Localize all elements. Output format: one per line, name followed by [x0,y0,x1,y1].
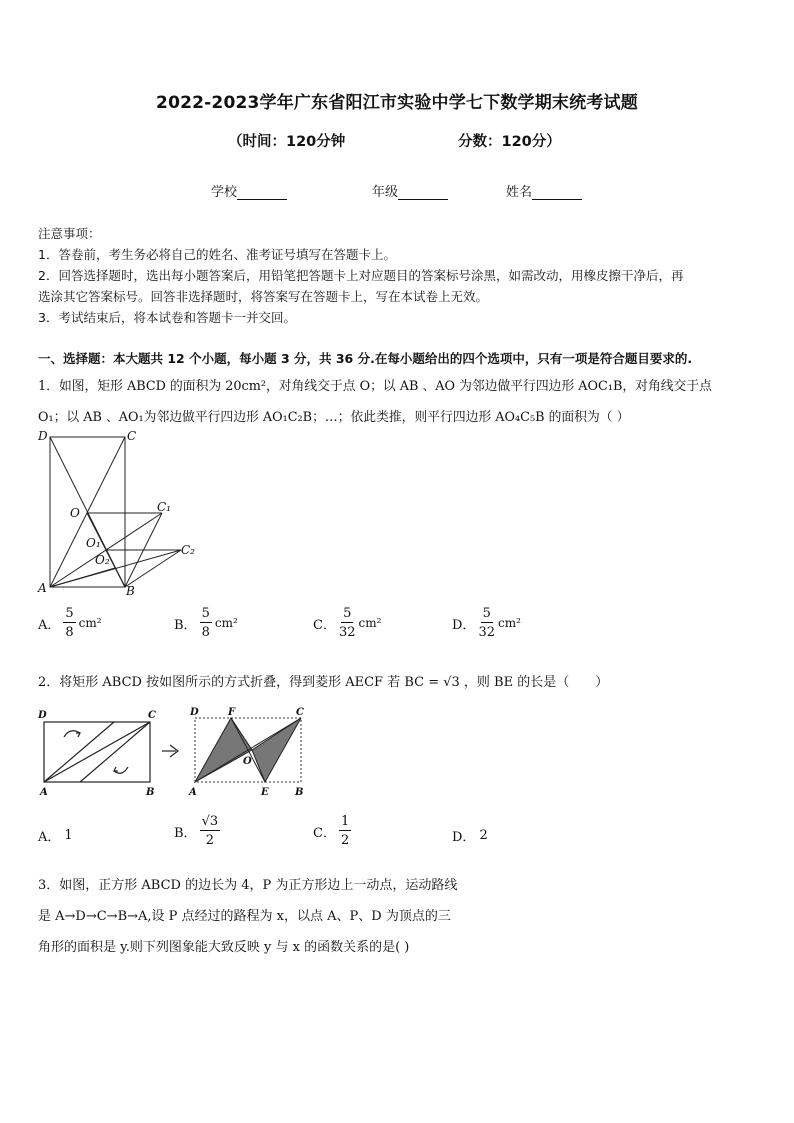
q3-text-line2: 是 A→D→C→B→A,设 P 点经过的路程为 x，以点 A、P、D 为顶点的三 [38,909,451,924]
notice-item: 3．考试结束后，将本试卷和答题卡一并交回。 [38,310,296,325]
fig1-label-D: D [38,710,47,721]
q1-figure [30,425,210,600]
exam-time: （时间：120分钟 [228,134,346,150]
q3-text-line1: 3．如图，正方形 ABCD 的边长为 4，P 为正方形边上一动点，运动路线 [38,878,458,893]
name-label: 姓名 [506,185,533,200]
label-O1: O₁ [86,536,101,550]
label-B: B [126,584,135,598]
label-D: D [38,429,48,443]
q1-text-line1: 1．如图，矩形 ABCD 的面积为 20cm²，对角线交于点 O；以 AB 、AO 为邻边做平行四边形 AOC₁B，对角线交于点 [38,379,712,394]
fig2-label-E: E [261,787,269,798]
fig2-label-O: O [243,756,252,767]
q1-option-a[interactable]: A． $\frac{5}{8}$ cm² [38,606,102,640]
fig1-label-B: B [146,787,155,798]
fig2-label-A: A [189,787,197,798]
label-A: A [38,581,47,595]
name-field[interactable] [506,181,582,200]
q2-option-a[interactable]: A． 1 [38,828,73,845]
exam-score: 分数：120分） [458,134,561,150]
fig2-label-D: D [190,707,199,718]
notice-item: 1．答卷前，考生务必将自己的姓名、准考证号填写在答题卡上。 [38,247,396,262]
section-heading: 一、选择题：本大题共 12 个小题，每小题 3 分，共 36 分.在每小题给出的四个选项中，只有一项是符合题目要求的. [38,351,693,366]
q2-figure [30,705,320,801]
q1-option-c[interactable]: C． $\frac{5}{32}$ cm² [313,606,382,640]
notice-item: 2．回答选择题时，选出每小题答案后，用铅笔把答题卡上对应题目的答案标号涂黑，如需改动，用橡皮擦干净后，再 [38,268,684,283]
fig2-label-B: B [295,787,304,798]
label-O2: O₂ [95,553,110,567]
label-C2: C₂ [181,543,195,557]
q2-option-c[interactable]: C． $\frac{1}{2}$ [313,814,350,848]
fig2-label-F: F [228,707,236,718]
school-field[interactable] [211,181,287,200]
q2-option-d[interactable]: D． 2 [452,828,488,845]
grade-field[interactable] [372,181,448,200]
page-title: 2022-2023学年广东省阳江市实验中学七下数学期末统考试题 [156,93,638,113]
q3-text-line3: 角形的面积是 y.则下列图象能大致反映 y 与 x 的函数关系的是( ) [38,940,410,955]
notice-item: 选涂其它答案标号。回答非选择题时，将答案写在答题卡上，写在本试卷上无效。 [38,289,489,304]
label-C1: C₁ [157,500,171,514]
q1-option-b[interactable]: B． $\frac{5}{8}$ cm² [174,606,238,640]
grade-label: 年级 [372,185,399,200]
q1-text-line2: O₁；以 AB 、AO₁为邻边做平行四边形 AO₁C₂B；…；依此类推，则平行四边形 AO₄C₅B 的面积为（ ） [38,410,630,425]
fig1-label-C: C [148,710,156,721]
fig2-label-C: C [296,707,304,718]
notice-heading: 注意事项： [38,226,101,241]
q1-option-d[interactable]: D． $\frac{5}{32}$ cm² [452,606,521,640]
q2-text: 2．将矩形 ABCD 按如图所示的方式折叠，得到菱形 AECF 若 BC = √3 ，则 BE 的长是（ ） [38,675,609,690]
school-label: 学校 [211,185,238,200]
fig1-label-A: A [40,787,48,798]
label-O: O [70,506,80,520]
label-C: C [127,429,137,443]
q2-option-b[interactable]: B． $\frac{√3}{2}$ [174,814,219,848]
